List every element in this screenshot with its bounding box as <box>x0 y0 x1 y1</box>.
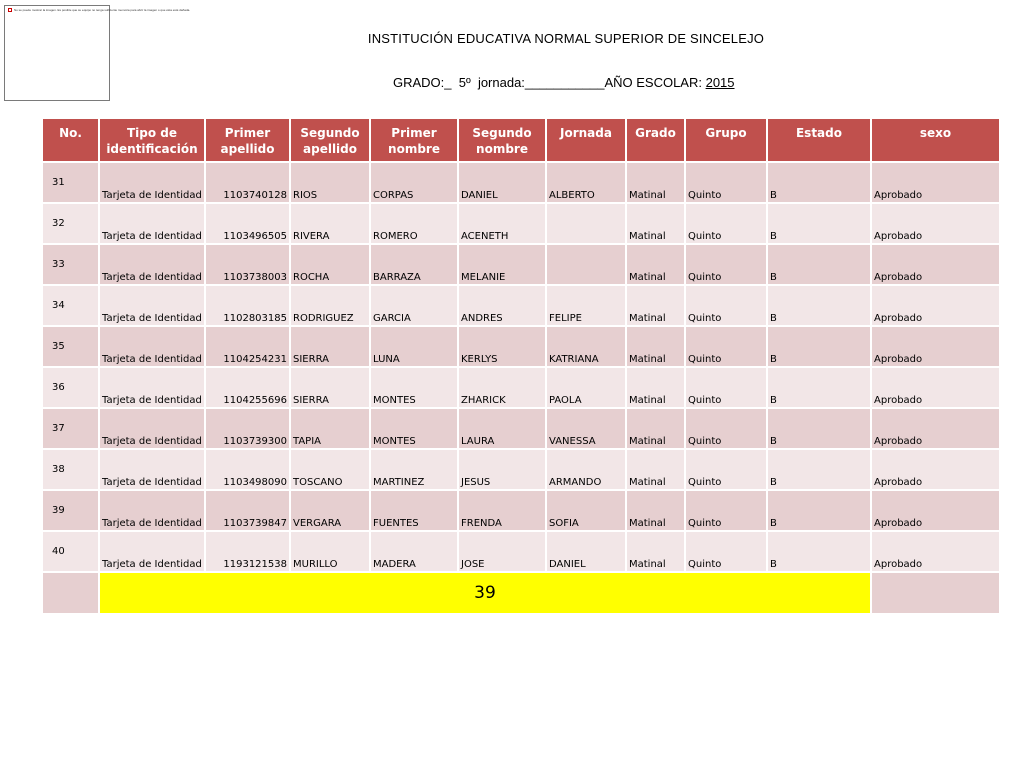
status-cell: Aprobado <box>871 244 1000 285</box>
shift-cell: Matinal <box>626 244 685 285</box>
first-surname-cell: MURILLO <box>290 531 370 572</box>
column-header: Jornada <box>546 118 626 162</box>
first-surname-cell: SIERRA <box>290 367 370 408</box>
table-row <box>42 490 1000 531</box>
id-number-cell: 1102803185 <box>205 285 290 326</box>
first-surname-cell: RODRIGUEZ <box>290 285 370 326</box>
page-subtitle <box>393 75 735 90</box>
second-surname-cell: BARRAZA <box>370 244 458 285</box>
grade-cell: Quinto <box>685 244 767 285</box>
second-surname-cell: LUNA <box>370 326 458 367</box>
row-number-cell: 39 <box>42 490 99 531</box>
grade-cell: Quinto <box>685 162 767 203</box>
second-surname-cell: MARTINEZ <box>370 449 458 490</box>
grade-cell: Quinto <box>685 326 767 367</box>
group-cell: B <box>767 203 871 244</box>
table-row <box>42 326 1000 367</box>
id-number-cell: 1104255696 <box>205 367 290 408</box>
row-number-cell: 32 <box>42 203 99 244</box>
second-name-cell: SOFIA <box>546 490 626 531</box>
status-cell: Aprobado <box>871 531 1000 572</box>
second-surname-cell: MONTES <box>370 408 458 449</box>
first-name-cell: LAURA <box>458 408 546 449</box>
column-header: Tipo de identificación <box>99 118 205 162</box>
logo-note: No se puede mostrar la imagen. Es posible que su equipo no tenga suficiente memoria para abrir la imagen o que ésta esté dañada. <box>14 8 191 12</box>
group-cell: B <box>767 162 871 203</box>
id-number-cell: 1103739847 <box>205 490 290 531</box>
second-surname-cell: ROMERO <box>370 203 458 244</box>
column-header: Primer apellido <box>205 118 290 162</box>
group-cell: B <box>767 449 871 490</box>
id-number-cell: 1103739300 <box>205 408 290 449</box>
shift-cell: Matinal <box>626 285 685 326</box>
status-cell: Aprobado <box>871 285 1000 326</box>
row-number-cell: 37 <box>42 408 99 449</box>
id-number-cell: 1103740128 <box>205 162 290 203</box>
total-blank-cell <box>871 572 1000 614</box>
second-name-cell <box>546 203 626 244</box>
group-cell: B <box>767 367 871 408</box>
students-table <box>41 117 1001 615</box>
status-cell: Aprobado <box>871 367 1000 408</box>
id-type-cell: Tarjeta de Identidad <box>99 408 205 449</box>
id-type-cell: Tarjeta de Identidad <box>99 531 205 572</box>
table-row <box>42 285 1000 326</box>
first-surname-cell: VERGARA <box>290 490 370 531</box>
id-type-cell: Tarjeta de Identidad <box>99 203 205 244</box>
table-row <box>42 367 1000 408</box>
column-header: No. <box>42 118 99 162</box>
second-surname-cell: MONTES <box>370 367 458 408</box>
table-row <box>42 162 1000 203</box>
shift-cell: Matinal <box>626 203 685 244</box>
second-surname-cell: CORPAS <box>370 162 458 203</box>
group-cell: B <box>767 490 871 531</box>
grade-cell: Quinto <box>685 490 767 531</box>
total-count: 39 <box>99 572 871 614</box>
total-row <box>42 572 1000 614</box>
id-type-cell: Tarjeta de Identidad <box>99 490 205 531</box>
grade-cell: Quinto <box>685 449 767 490</box>
shift-cell: Matinal <box>626 326 685 367</box>
id-type-cell: Tarjeta de Identidad <box>99 162 205 203</box>
shift-cell: Matinal <box>626 490 685 531</box>
first-surname-cell: TAPIA <box>290 408 370 449</box>
second-name-cell: ALBERTO <box>546 162 626 203</box>
group-cell: B <box>767 326 871 367</box>
row-number-cell: 33 <box>42 244 99 285</box>
table-row <box>42 531 1000 572</box>
id-number-cell: 1193121538 <box>205 531 290 572</box>
id-type-cell: Tarjeta de Identidad <box>99 285 205 326</box>
first-surname-cell: RIOS <box>290 162 370 203</box>
first-name-cell: ACENETH <box>458 203 546 244</box>
status-cell: Aprobado <box>871 490 1000 531</box>
column-header: Grupo <box>685 118 767 162</box>
second-name-cell: KATRIANA <box>546 326 626 367</box>
shift-cell: Matinal <box>626 408 685 449</box>
subtitle-text: GRADO:_ 5º jornada:___________AÑO ESCOLAR: <box>393 75 706 90</box>
second-name-cell: VANESSA <box>546 408 626 449</box>
group-cell: B <box>767 531 871 572</box>
column-header: Estado <box>767 118 871 162</box>
second-surname-cell: MADERA <box>370 531 458 572</box>
row-number-cell: 40 <box>42 531 99 572</box>
table-row <box>42 449 1000 490</box>
table-header-row <box>42 118 1000 162</box>
id-type-cell: Tarjeta de Identidad <box>99 449 205 490</box>
status-cell: Aprobado <box>871 203 1000 244</box>
first-surname-cell: ROCHA <box>290 244 370 285</box>
status-cell: Aprobado <box>871 162 1000 203</box>
id-number-cell: 1103738003 <box>205 244 290 285</box>
first-name-cell: KERLYS <box>458 326 546 367</box>
row-number-cell: 36 <box>42 367 99 408</box>
broken-image-icon <box>8 8 190 12</box>
grade-cell: Quinto <box>685 531 767 572</box>
first-name-cell: ANDRES <box>458 285 546 326</box>
row-number-cell: 35 <box>42 326 99 367</box>
row-number-cell: 38 <box>42 449 99 490</box>
second-name-cell <box>546 244 626 285</box>
id-type-cell: Tarjeta de Identidad <box>99 326 205 367</box>
group-cell: B <box>767 285 871 326</box>
shift-cell: Matinal <box>626 162 685 203</box>
first-name-cell: DANIEL <box>458 162 546 203</box>
shift-cell: Matinal <box>626 531 685 572</box>
page-title: INSTITUCIÓN EDUCATIVA NORMAL SUPERIOR DE SINCELEJO <box>367 31 765 46</box>
grade-cell: Quinto <box>685 408 767 449</box>
school-year: 2015 <box>705 75 735 90</box>
first-surname-cell: SIERRA <box>290 326 370 367</box>
id-number-cell: 1103498090 <box>205 449 290 490</box>
second-name-cell: ARMANDO <box>546 449 626 490</box>
grade-cell: Quinto <box>685 203 767 244</box>
first-surname-cell: RIVERA <box>290 203 370 244</box>
id-type-cell: Tarjeta de Identidad <box>99 244 205 285</box>
table-row <box>42 244 1000 285</box>
column-header: Grado <box>626 118 685 162</box>
shift-cell: Matinal <box>626 367 685 408</box>
table-row <box>42 203 1000 244</box>
first-name-cell: JESUS <box>458 449 546 490</box>
first-surname-cell: TOSCANO <box>290 449 370 490</box>
column-header: Segundo apellido <box>290 118 370 162</box>
row-number-cell: 31 <box>42 162 99 203</box>
status-cell: Aprobado <box>871 326 1000 367</box>
shift-cell: Matinal <box>626 449 685 490</box>
group-cell: B <box>767 244 871 285</box>
grade-cell: Quinto <box>685 367 767 408</box>
status-cell: Aprobado <box>871 408 1000 449</box>
logo-image-placeholder <box>4 5 191 101</box>
table-row <box>42 408 1000 449</box>
column-header: Segundo nombre <box>458 118 546 162</box>
second-name-cell: FELIPE <box>546 285 626 326</box>
first-name-cell: ZHARICK <box>458 367 546 408</box>
column-header: sexo <box>871 118 1000 162</box>
group-cell: B <box>767 408 871 449</box>
first-name-cell: MELANIE <box>458 244 546 285</box>
second-name-cell: PAOLA <box>546 367 626 408</box>
grade-cell: Quinto <box>685 285 767 326</box>
id-number-cell: 1103496505 <box>205 203 290 244</box>
second-surname-cell: FUENTES <box>370 490 458 531</box>
total-blank-cell <box>42 572 99 614</box>
row-number-cell: 34 <box>42 285 99 326</box>
first-name-cell: JOSE <box>458 531 546 572</box>
status-cell: Aprobado <box>871 449 1000 490</box>
first-name-cell: FRENDA <box>458 490 546 531</box>
column-header: Primer nombre <box>370 118 458 162</box>
second-name-cell: DANIEL <box>546 531 626 572</box>
id-type-cell: Tarjeta de Identidad <box>99 367 205 408</box>
second-surname-cell: GARCIA <box>370 285 458 326</box>
id-number-cell: 1104254231 <box>205 326 290 367</box>
